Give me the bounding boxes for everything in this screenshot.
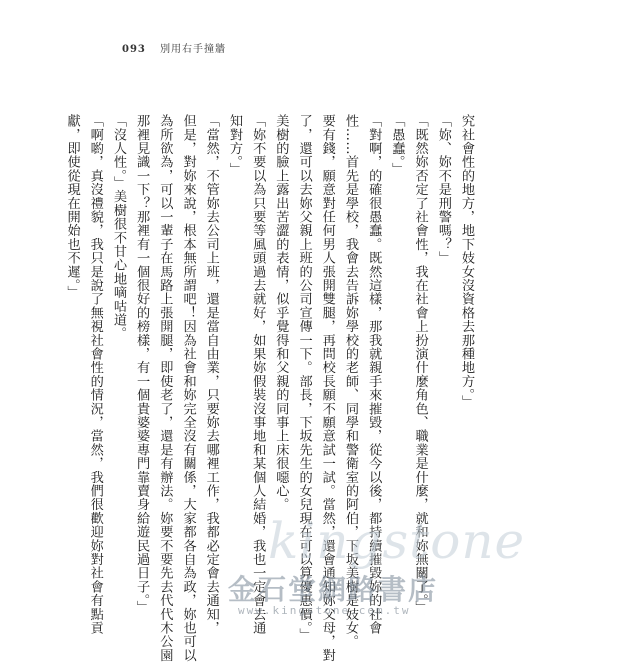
text-column: 但是，對妳來說，根本無所謂吧！因為社會和妳完全沒有關係，大家都各自為政，妳也可以	[180, 114, 196, 662]
text-column: 「妳、妳不是刑警嗎？」	[435, 114, 451, 265]
text-column: 「當然，不管妳去公司上班，還是當自由業，只要妳去哪裡工作，我都必定會去通知，	[203, 114, 219, 635]
watermark-url: www.kingstone.com.tw	[238, 604, 411, 617]
text-column: 性……首先是學校，我會去告訴妳學校的老師、同學和警衛室的阿伯，下坂美樹是妓女。	[342, 114, 358, 649]
book-title: 別用右手撞牆	[160, 44, 227, 55]
text-column: 要有錢，願意對任何男人張開雙腿，再問校長願不願意試一試。當然，還會通知妳父母，對	[319, 114, 335, 662]
text-column: 了，還可以去妳父親上班的公司宣傳一下。部長，下坂先生的女兒現在可以算優惠價。」	[296, 114, 312, 642]
watermark-script: kingstone	[268, 512, 526, 570]
text-column: 獻，即使從現在開始也不遲。」	[64, 114, 80, 300]
page-header	[122, 40, 226, 55]
text-column: 為所欲為，可以一輩子在馬路上張開腿，即使老了，還是有辦法。妳要不要先去代代木公園	[157, 114, 173, 662]
text-column: 知對方。」	[226, 114, 242, 176]
text-column: 那裡見識一下？那裡有一個很好的榜樣，有一個貴婆婆專門靠賣身給遊民過日子。」	[134, 114, 150, 615]
text-column: 「啊喲，真沒禮貌，我只是說了無視社會性的情況，當然，我們很歡迎妳對社會有點貢	[87, 114, 103, 635]
page-number: 093	[122, 44, 146, 55]
text-column: 「既然妳否定了社會性，我在社會上扮演什麼角色、職業是什麼，就和妳無關了。」	[412, 114, 428, 615]
text-column: 「對啊，的確很愚蠢。既然這樣，那我就親手來摧毀，從今以後，都持續摧毀妳的社會	[366, 114, 382, 635]
text-column: 「愚蠢。」	[389, 114, 405, 176]
text-column: 美樹的臉上露出苦澀的表情，似乎覺得和父親的同事上床很噁心。	[273, 114, 289, 512]
watermark-brand: 金石堂網路書店	[228, 573, 439, 606]
text-column: 「沒人性。」美樹很不甘心地嘀咕道。	[110, 114, 126, 341]
text-column: 「妳不要以為只要等風頭過去就好，如果妳假裝沒事地和某個人結婚，我也一定會去通	[250, 114, 266, 635]
text-column: 究社會性的地方，地下妓女沒資格去那種地方。」	[459, 114, 474, 409]
